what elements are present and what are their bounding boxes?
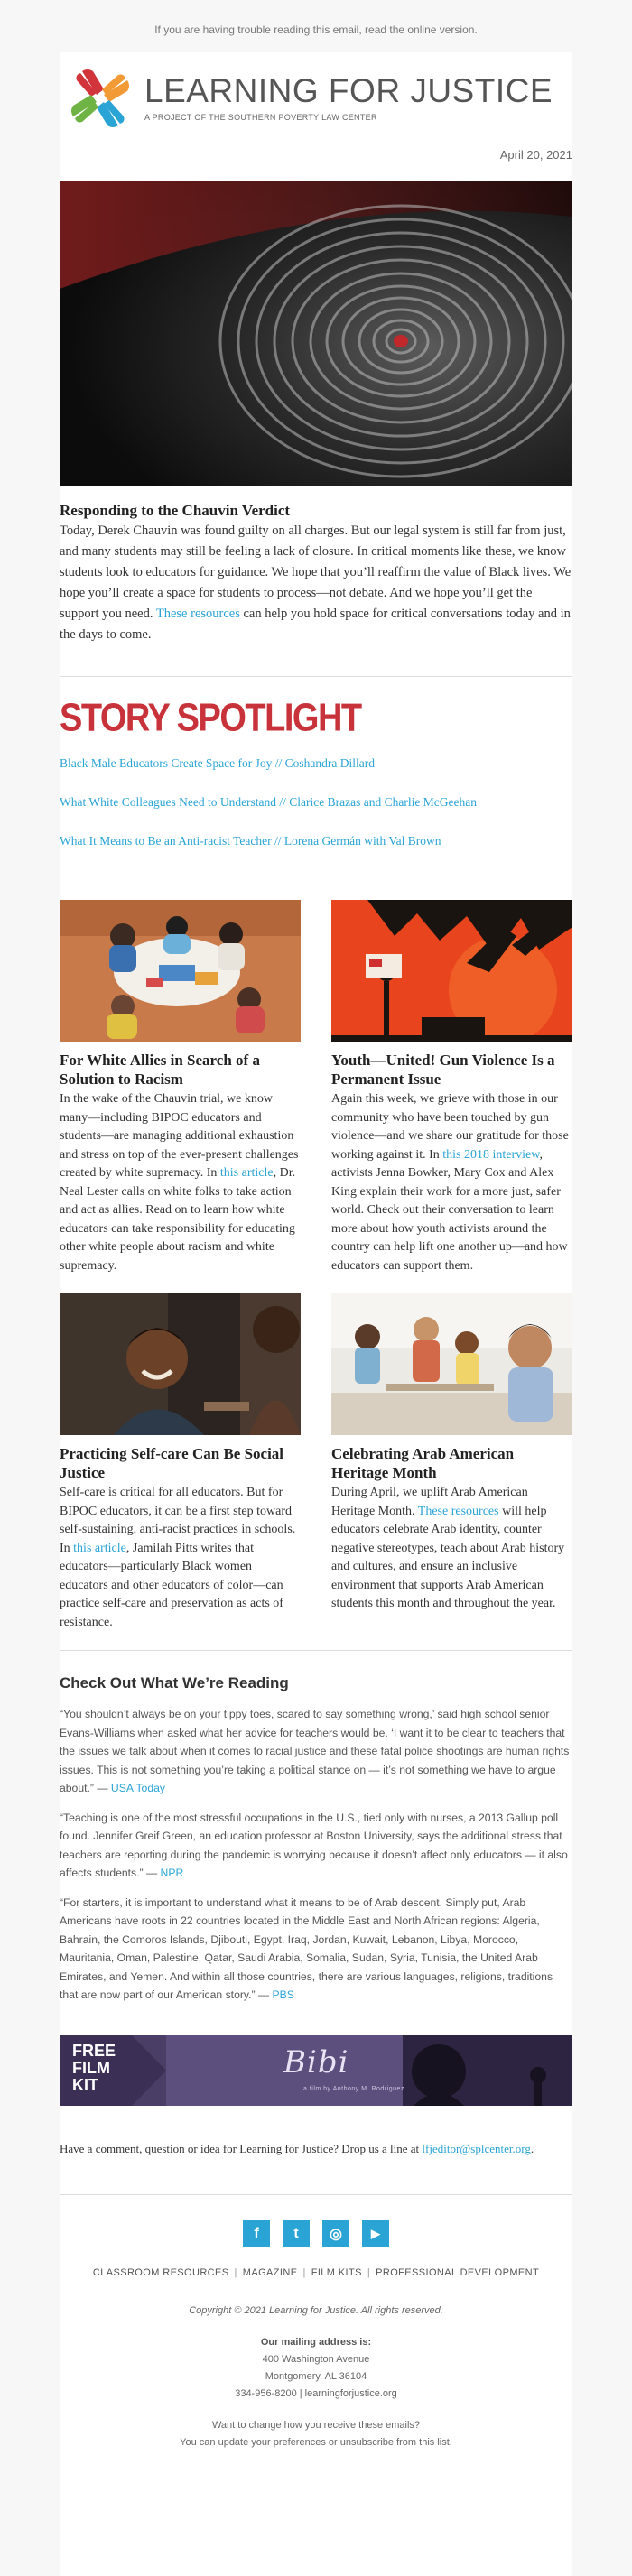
address-label: Our mailing address is: bbox=[260, 2336, 372, 2348]
film-kit-label bbox=[72, 2043, 116, 2094]
hero-image[interactable] bbox=[60, 181, 572, 486]
address-line: 400 Washington Avenue bbox=[262, 2353, 370, 2365]
nav-magazine[interactable]: MAGAZINE bbox=[242, 2266, 298, 2278]
feedback-line bbox=[60, 2142, 572, 2156]
reading-quote-1 bbox=[60, 1705, 572, 1798]
facebook-icon[interactable]: f bbox=[243, 2220, 270, 2247]
spotlight-link-2[interactable]: What White Colleagues Need to Understand // Clarice Brazas and Charlie McGeehan bbox=[60, 795, 477, 809]
card-resources-link[interactable]: These resources bbox=[417, 1504, 499, 1518]
card-text-end: , Jamilah Pitts writes that educators—particularly Black women educators and other educators of color—can practice self-care and preservation as acts of resistance. bbox=[60, 1541, 283, 1629]
card-self-care bbox=[60, 1293, 301, 1632]
email-body bbox=[60, 52, 572, 2576]
reading-section bbox=[60, 1651, 572, 2005]
card-arab-heritage bbox=[331, 1293, 572, 1632]
header bbox=[60, 52, 572, 134]
card-text-end: , Dr. Neal Lester calls on white folks to take action and act as allies. Read on to learn how white educators can take responsibility for educating other white people about racism and white supremacy. bbox=[60, 1166, 296, 1273]
card-image-protest-illustration[interactable] bbox=[331, 900, 572, 1042]
usa-today-link[interactable]: USA Today bbox=[110, 1782, 165, 1794]
editor-email-link[interactable]: lfjeditor@splcenter.org bbox=[422, 2141, 531, 2155]
card-image-smiling-student[interactable] bbox=[60, 1293, 301, 1435]
card-title[interactable]: Youth—United! Gun Violence Is a Permanent Issue bbox=[331, 1052, 555, 1088]
lead-body bbox=[60, 521, 572, 645]
card-body bbox=[331, 1484, 572, 1614]
copyright: Copyright © 2021 Learning for Justice. All rights reserved. bbox=[189, 2304, 443, 2316]
film-kit-line: KIT bbox=[72, 2075, 98, 2094]
mailing-address bbox=[60, 2334, 572, 2403]
online-version-link[interactable]: If you are having trouble reading this email, read the online version. bbox=[154, 23, 478, 36]
preheader bbox=[0, 0, 632, 52]
card-body bbox=[60, 1090, 301, 1275]
nav-film-kits[interactable]: FILM KITS bbox=[311, 2266, 362, 2278]
prefs-question: Want to change how you receive these emails? bbox=[211, 2419, 421, 2431]
address-line: Montgomery, AL 36104 bbox=[265, 2370, 367, 2382]
feedback-end: . bbox=[530, 2141, 534, 2155]
reading-quote-2 bbox=[60, 1809, 572, 1883]
reading-title: Check Out What We’re Reading bbox=[60, 1674, 289, 1691]
nav-professional-development[interactable]: PROFESSIONAL DEVELOPMENT bbox=[376, 2266, 540, 2278]
card-image-classroom-students[interactable] bbox=[331, 1293, 572, 1435]
brand-title: LEARNING FOR JUSTICE bbox=[144, 71, 553, 109]
reading-quote-3 bbox=[60, 1894, 572, 2005]
film-kit-credit: a film by Anthony M. Rodriguez bbox=[303, 2085, 404, 2092]
brand-subtitle: A PROJECT OF THE SOUTHERN POVERTY LAW CENTER bbox=[144, 112, 377, 122]
card-body bbox=[331, 1090, 572, 1275]
lead-body-text: Today, Derek Chauvin was found guilty on all charges. But our legal system is still far from just, and many students may still be feeling a lack of closure. In critical moments like these, we know students look to educators for guidance. We hope that you’ll reaffirm the value of Black lives. We hope you’ll create a space for students to process—not debate. And we hope you’ll get the support you need. bbox=[60, 524, 572, 621]
issue-date: April 20, 2021 bbox=[499, 148, 572, 162]
twitter-icon[interactable]: t bbox=[283, 2220, 310, 2247]
film-kit-banner[interactable] bbox=[60, 2035, 572, 2106]
nav-separator: | bbox=[367, 2266, 371, 2278]
card-article-link[interactable]: this article bbox=[73, 1541, 126, 1555]
card-white-allies bbox=[60, 900, 301, 1275]
divider bbox=[60, 2194, 572, 2195]
lead-story bbox=[60, 486, 572, 645]
nav-separator: | bbox=[302, 2266, 306, 2278]
spotlight-link-3[interactable]: What It Means to Be an Anti-racist Teacher // Lorena Germán with Val Brown bbox=[60, 834, 441, 848]
card-title[interactable]: Celebrating Arab American Heritage Month bbox=[331, 1445, 515, 1481]
card-body bbox=[60, 1484, 301, 1632]
footer-nav bbox=[60, 2267, 572, 2278]
card-image-classroom-table[interactable] bbox=[60, 900, 301, 1042]
card-youth-united bbox=[331, 900, 572, 1275]
card-text: Again this week, we grieve with those in our community who have been touched by gun violence—and we share our gratitude for those working against it. In bbox=[331, 1092, 569, 1162]
update-preferences-link[interactable]: You can update your preferences or unsubscribe from this list. bbox=[180, 2436, 452, 2448]
card-article-link[interactable]: this article bbox=[219, 1166, 274, 1180]
quote-text: “You shouldn’t always be on your tippy toes, scared to say something wrong,’ said high school senior Evans-Williams when asked what her advice for teachers would be. ‘I want it to be clear to teachers that the issues we talk about when it comes to racial justice and these fatal police shootings are human rights issues. This is not something you’re taking a political stance on — it’s not something we have to argue about.” — bbox=[60, 1708, 570, 1794]
social-links bbox=[60, 2220, 572, 2247]
quote-text: “For starters, it is important to understand what it means to be of Arab descent. Simply put, Arab Americans have roots in 22 countries located in the Middle East and North African regions: Algeria, Bahrain, the Comoros Islands, Djibouti, Egypt, Iraq, Jordan, Kuwait, Lebanon, Libya, Morocco, Mauritania, Oman, Palestine, Qatar, Saudi Arabia, Somalia, Sudan, Syria, Tunisia, the United Arab Emirates, and Yemen. And within all those countries, there are various languages, religions, traditions that are now part of our American story.” — bbox=[60, 1895, 553, 2001]
address-contact[interactable]: 334-956-8200 | learningforjustice.org bbox=[235, 2387, 397, 2399]
brand-wordmark[interactable] bbox=[144, 71, 553, 122]
cards-row-2 bbox=[60, 1293, 572, 1632]
card-interview-link[interactable]: this 2018 interview bbox=[442, 1147, 540, 1162]
lead-title[interactable]: Responding to the Chauvin Verdict bbox=[60, 502, 291, 519]
lead-resources-link[interactable]: These resources bbox=[155, 607, 240, 621]
film-kit-line: FREE bbox=[72, 2041, 116, 2060]
preferences bbox=[60, 2417, 572, 2451]
card-title[interactable]: Practicing Self-care Can Be Social Justice bbox=[60, 1445, 284, 1481]
film-kit-line: FILM bbox=[72, 2058, 110, 2077]
youtube-icon[interactable]: ▶ bbox=[362, 2220, 389, 2247]
four-hands-logo-icon[interactable] bbox=[60, 66, 141, 129]
card-text: In the wake of the Chauvin trial, we know many—including BIPOC educators and students—are managing additional exhaustion and stress on top of the ever-present challenges created by white supremacy. In bbox=[60, 1092, 299, 1180]
spotlight-link-1[interactable]: Black Male Educators Create Space for Joy // Coshandra Dillard bbox=[60, 756, 376, 770]
film-kit-title: Bibi bbox=[283, 2043, 349, 2080]
nav-classroom-resources[interactable]: CLASSROOM RESOURCES bbox=[92, 2266, 229, 2278]
card-title[interactable]: For White Allies in Search of a Solution to Racism bbox=[60, 1052, 260, 1088]
spotlight-title: STORY SPOTLIGHT bbox=[60, 696, 361, 740]
instagram-icon[interactable]: ◎ bbox=[322, 2220, 349, 2247]
pbs-link[interactable]: PBS bbox=[272, 1988, 294, 2001]
card-text-end: , activists Jenna Bowker, Mary Cox and Alex King explain their work for a more just, safer world. Check out their conversation to learn more about how youth activists around the country can help lift one another up—and how educators can support them. bbox=[331, 1147, 568, 1273]
card-text: Self-care is critical for all educators. But for BIPOC educators, it can be a first step toward self-sustaining, anti-racist practices in schools. In bbox=[60, 1486, 296, 1555]
cards-row-1 bbox=[60, 900, 572, 1275]
card-text-end: will help educators celebrate Arab identity, counter negative stereotypes, teach about Arab history and cultures, and ensure an inclusive environment that supports Arab American students this month and throughout the year. bbox=[331, 1504, 565, 1610]
feedback-text: Have a comment, question or idea for Learning for Justice? Drop us a line at bbox=[60, 2141, 423, 2155]
card-text: During April, we uplift Arab American Heritage Month. bbox=[331, 1486, 528, 1518]
npr-link[interactable]: NPR bbox=[160, 1867, 184, 1879]
lead-body-text-end: can help you hold space for critical conversations today and in the days to come. bbox=[60, 607, 571, 642]
story-spotlight bbox=[60, 677, 572, 848]
nav-separator: | bbox=[234, 2266, 237, 2278]
quote-text: “Teaching is one of the most stressful occupations in the U.S., tied only with nurses, a 2013 Gallup poll found. Jennifer Greif Green, an education professor at Boston University, says the additional stress that teachers are reporting during the pandemic is worrying because it doesn’t affect only educators — it also affects students.” — bbox=[60, 1811, 568, 1879]
